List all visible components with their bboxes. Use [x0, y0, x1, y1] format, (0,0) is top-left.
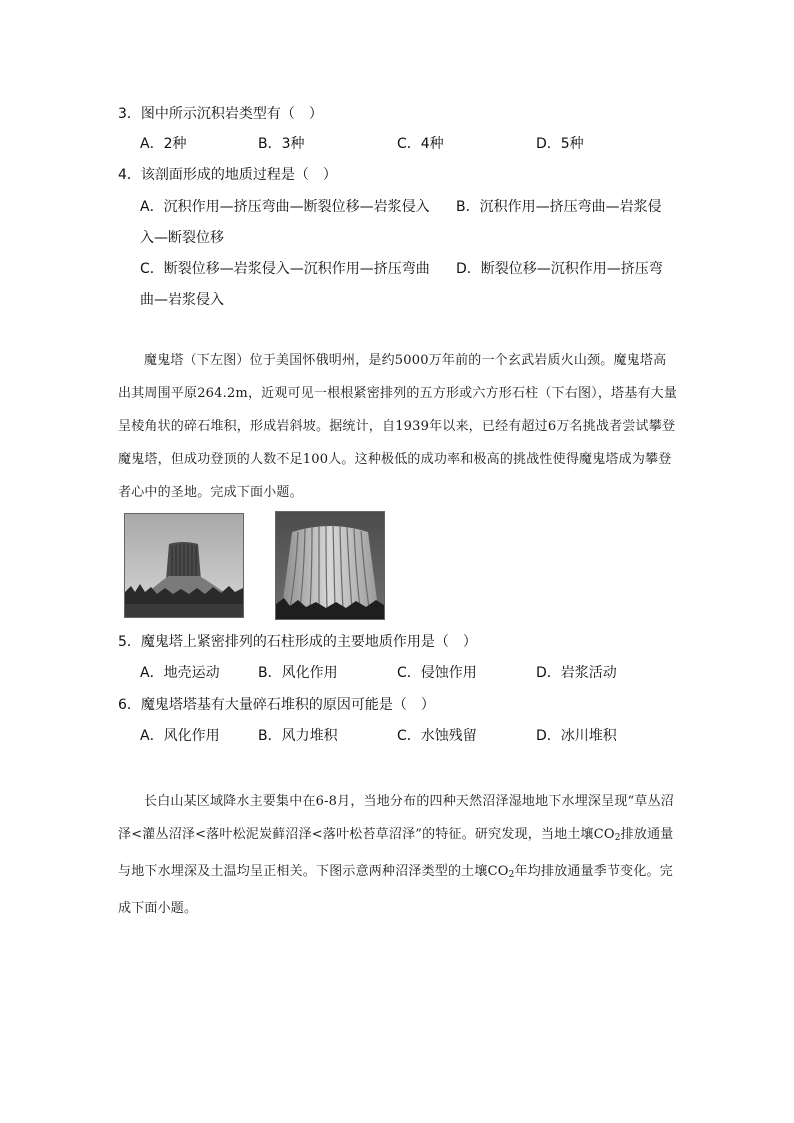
question-4-stem: 4．该剖面形成的地质过程是（ ）: [118, 167, 337, 183]
devils-tower-closeup-photo: [275, 511, 385, 620]
question-6-option-c: C．水蚀残留: [397, 728, 477, 744]
question-3-option-c: C．4种: [397, 136, 444, 152]
question-6-stem: 6．魔鬼塔塔基有大量碎石堆积的原因可能是（ ）: [118, 697, 435, 713]
question-4-option-b: B．沉积作用—挤压弯曲—岩浆侵: [456, 199, 662, 215]
question-5-option-a: A．地壳运动: [140, 665, 220, 681]
changbai-passage-text: [118, 785, 678, 925]
question-3-options: [140, 134, 700, 154]
co2-subscript-1: 2: [614, 833, 621, 843]
question-4-option-d-continued: 曲—岩浆侵入: [140, 292, 224, 308]
question-3-option-d: D．5种: [536, 136, 584, 152]
changbai-passage-part2: 排放通量与地下水埋深及土温均呈正相关。下图示意两种沼泽类型的土壤CO: [118, 827, 674, 879]
question-4-option-b-continued: 入—断裂位移: [140, 230, 224, 246]
question-6-option-a: A．风化作用: [140, 728, 220, 744]
question-4-option-a: A．沉积作用—挤压弯曲—断裂位移—岩浆侵入: [140, 199, 430, 215]
changbai-passage-part3: 年均排放通量季节变化。完成下面小题。: [118, 864, 673, 916]
devils-tower-passage: [118, 344, 678, 509]
question-5-option-b: B．风化作用: [258, 665, 338, 681]
question-3-option-a: A．2种: [140, 136, 187, 152]
question-5-stem: 5．魔鬼塔上紧密排列的石柱形成的主要地质作用是（ ）: [118, 634, 477, 650]
changbai-passage-part1: 长白山某区域降水主要集中在6-8月，当地分布的四种天然沼泽湿地地下水埋深呈现“草丛沼泽<灌丛沼泽<落叶松泥炭藓沼泽<落叶松苔草沼泽”的特征。研究发现，当地土壤CO: [118, 794, 674, 842]
question-3-stem: 3．图中所示沉积岩类型有（ ）: [118, 106, 323, 122]
question-6-options: [140, 726, 700, 746]
co2-subscript-2: 2: [508, 870, 515, 880]
question-5-option-c: C．侵蚀作用: [397, 665, 477, 681]
changbai-passage: [118, 785, 678, 925]
question-4-option-d: D．断裂位移—沉积作用—挤压弯: [456, 261, 663, 277]
question-6-option-d: D．冰川堆积: [536, 728, 617, 744]
question-3-option-b: B．3种: [258, 136, 305, 152]
devils-tower-distant-photo: [124, 513, 244, 618]
question-5-option-d: D．岩浆活动: [536, 665, 617, 681]
question-4-option-c: C．断裂位移—岩浆侵入—沉积作用—挤压弯曲: [140, 261, 430, 277]
question-6-option-b: B．风力堆积: [258, 728, 338, 744]
question-5-options: [140, 663, 700, 683]
devils-tower-passage-text: 魔鬼塔（下左图）位于美国怀俄明州，是约5000万年前的一个玄武岩质火山颈。魔鬼塔高出其周围平原264.2m，近观可见一根根紧密排列的五方形或六方形石柱（下右图），塔基有大量呈棱角状的碎石堆积，形成岩斜坡。据统计，自1939年以来，已经有超过6万名挑战者尝试攀登魔鬼塔，但成功登顶的人数不足100人。这种极低的成功率和极高的挑战性使得魔鬼塔成为攀登者心中的圣地。完成下面小题。: [118, 353, 678, 500]
